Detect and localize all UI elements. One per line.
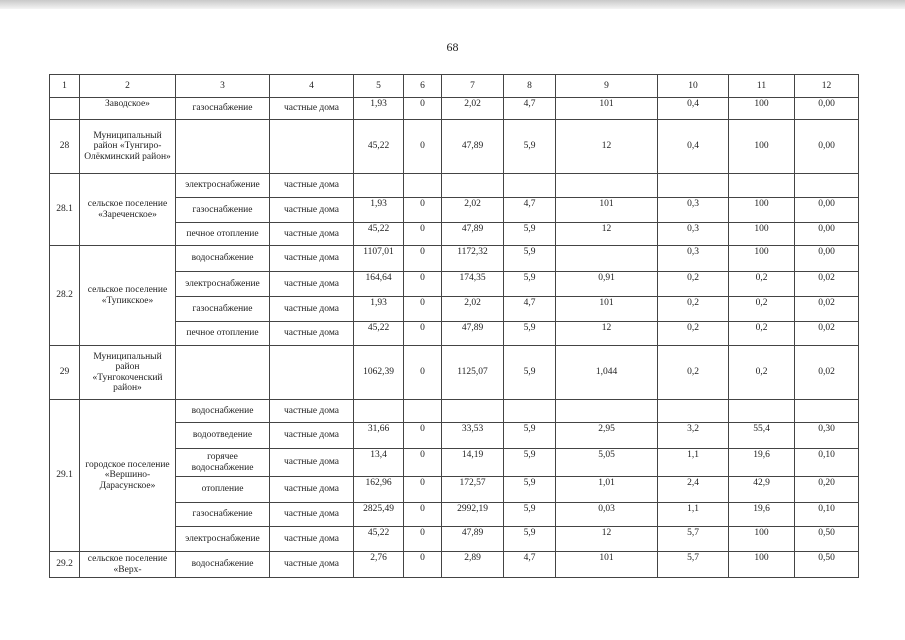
value-cell: 1107,01 (354, 246, 404, 272)
value-cell: 0,2 (729, 272, 795, 297)
table-row (50, 246, 859, 272)
consumer-cell (270, 120, 354, 174)
service-cell: электроснабжение (176, 527, 270, 552)
value-cell: 0 (404, 246, 442, 272)
value-cell: 0,3 (658, 198, 729, 223)
service-cell: печное отопление (176, 223, 270, 246)
territory-cell: городское поселение «Вершино-Дарасунское» (80, 400, 176, 552)
value-cell: 5,9 (504, 477, 556, 503)
value-cell: 4,7 (504, 297, 556, 322)
table-row (50, 346, 859, 400)
value-cell: 100 (729, 527, 795, 552)
value-cell (795, 174, 859, 198)
service-cell: водоснабжение (176, 552, 270, 578)
value-cell: 0 (404, 198, 442, 223)
value-cell: 4,7 (504, 198, 556, 223)
value-cell: 0 (404, 477, 442, 503)
value-cell: 5,05 (556, 449, 658, 477)
value-cell (556, 246, 658, 272)
value-cell: 47,89 (442, 223, 504, 246)
value-cell: 0,2 (658, 346, 729, 400)
value-cell: 0,00 (795, 223, 859, 246)
value-cell: 100 (729, 98, 795, 120)
value-cell: 0,2 (658, 322, 729, 346)
value-cell: 0 (404, 272, 442, 297)
header-cell: 10 (658, 75, 729, 98)
row-number-cell (50, 98, 80, 120)
value-cell (354, 400, 404, 423)
value-cell: 2992,19 (442, 503, 504, 527)
value-cell: 0 (404, 346, 442, 400)
table-row (50, 120, 859, 174)
value-cell: 0 (404, 527, 442, 552)
value-cell: 5,9 (504, 503, 556, 527)
value-cell: 0 (404, 297, 442, 322)
value-cell: 174,35 (442, 272, 504, 297)
consumer-cell: частные дома (270, 174, 354, 198)
value-cell: 0,10 (795, 449, 859, 477)
value-cell: 4,7 (504, 98, 556, 120)
row-number-cell: 28.2 (50, 246, 80, 346)
value-cell: 0 (404, 423, 442, 449)
value-cell (556, 400, 658, 423)
value-cell: 0,30 (795, 423, 859, 449)
value-cell (795, 400, 859, 423)
value-cell: 5,7 (658, 552, 729, 578)
value-cell: 164,64 (354, 272, 404, 297)
service-cell: газоснабжение (176, 98, 270, 120)
header-cell: 12 (795, 75, 859, 98)
value-cell: 100 (729, 223, 795, 246)
row-number-cell: 29.1 (50, 400, 80, 552)
value-cell: 0,00 (795, 98, 859, 120)
consumer-cell: частные дома (270, 246, 354, 272)
service-cell (176, 120, 270, 174)
value-cell: 45,22 (354, 322, 404, 346)
service-cell: горячее водоснабжение (176, 449, 270, 477)
value-cell: 2,95 (556, 423, 658, 449)
consumer-cell: частные дома (270, 198, 354, 223)
value-cell: 101 (556, 98, 658, 120)
value-cell: 0,50 (795, 552, 859, 578)
value-cell: 5,9 (504, 322, 556, 346)
service-cell: электроснабжение (176, 174, 270, 198)
value-cell: 5,7 (658, 527, 729, 552)
territory-cell: Муниципальный район «Тунгиро-Олёкминский район» (80, 120, 176, 174)
page-number: 68 (446, 40, 459, 54)
consumer-cell (270, 346, 354, 400)
consumer-cell: частные дома (270, 477, 354, 503)
value-cell (504, 174, 556, 198)
value-cell: 12 (556, 527, 658, 552)
value-cell: 2,02 (442, 297, 504, 322)
value-cell: 47,89 (442, 120, 504, 174)
value-cell: 0 (404, 552, 442, 578)
value-cell: 0,02 (795, 322, 859, 346)
row-number-cell: 28.1 (50, 174, 80, 246)
value-cell (354, 174, 404, 198)
value-cell: 1,1 (658, 449, 729, 477)
value-cell: 5,9 (504, 527, 556, 552)
header-cell: 3 (176, 75, 270, 98)
value-cell: 1062,39 (354, 346, 404, 400)
territory-cell: сельское поселение «Верх- (80, 552, 176, 578)
service-cell: газоснабжение (176, 297, 270, 322)
territory-cell: Муниципальный район «Тунгокоченский район» (80, 346, 176, 400)
value-cell: 172,57 (442, 477, 504, 503)
value-cell: 1125,07 (442, 346, 504, 400)
service-cell: электроснабжение (176, 272, 270, 297)
value-cell: 0,03 (556, 503, 658, 527)
value-cell: 19,6 (729, 503, 795, 527)
value-cell: 0,91 (556, 272, 658, 297)
value-cell: 0,2 (729, 297, 795, 322)
tariff-table (49, 74, 859, 578)
header-cell: 9 (556, 75, 658, 98)
value-cell (556, 174, 658, 198)
table-row (50, 400, 859, 423)
value-cell: 0,4 (658, 98, 729, 120)
value-cell: 2825,49 (354, 503, 404, 527)
value-cell: 45,22 (354, 120, 404, 174)
value-cell: 1,044 (556, 346, 658, 400)
value-cell (504, 400, 556, 423)
value-cell: 100 (729, 198, 795, 223)
value-cell: 0,02 (795, 272, 859, 297)
consumer-cell: частные дома (270, 449, 354, 477)
value-cell: 100 (729, 246, 795, 272)
consumer-cell: частные дома (270, 552, 354, 578)
value-cell: 0,4 (658, 120, 729, 174)
value-cell: 5,9 (504, 346, 556, 400)
value-cell: 0 (404, 98, 442, 120)
service-cell: газоснабжение (176, 198, 270, 223)
value-cell: 5,9 (504, 272, 556, 297)
row-number-cell: 29.2 (50, 552, 80, 578)
header-cell: 8 (504, 75, 556, 98)
consumer-cell: частные дома (270, 272, 354, 297)
value-cell (404, 400, 442, 423)
value-cell (729, 400, 795, 423)
header-row (50, 75, 859, 98)
value-cell: 3,2 (658, 423, 729, 449)
value-cell: 0,02 (795, 346, 859, 400)
value-cell: 101 (556, 552, 658, 578)
value-cell: 0,3 (658, 246, 729, 272)
value-cell: 0 (404, 503, 442, 527)
service-cell: водоснабжение (176, 246, 270, 272)
value-cell: 0 (404, 322, 442, 346)
value-cell: 162,96 (354, 477, 404, 503)
consumer-cell: частные дома (270, 322, 354, 346)
value-cell: 1,93 (354, 198, 404, 223)
value-cell: 0,00 (795, 246, 859, 272)
scan-top-edge (0, 0, 905, 9)
value-cell: 0,20 (795, 477, 859, 503)
header-cell: 6 (404, 75, 442, 98)
value-cell: 33,53 (442, 423, 504, 449)
value-cell: 2,89 (442, 552, 504, 578)
value-cell: 2,02 (442, 98, 504, 120)
header-cell: 5 (354, 75, 404, 98)
service-cell: печное отопление (176, 322, 270, 346)
table-row (50, 552, 859, 578)
value-cell (404, 174, 442, 198)
value-cell: 5,9 (504, 120, 556, 174)
value-cell (442, 174, 504, 198)
value-cell: 0,2 (658, 272, 729, 297)
value-cell: 1172,32 (442, 246, 504, 272)
value-cell: 0,50 (795, 527, 859, 552)
value-cell: 1,93 (354, 297, 404, 322)
value-cell: 101 (556, 297, 658, 322)
value-cell: 47,89 (442, 322, 504, 346)
consumer-cell: частные дома (270, 423, 354, 449)
service-cell: газоснабжение (176, 503, 270, 527)
value-cell: 4,7 (504, 552, 556, 578)
territory-cell: сельское поселение «Зареченское» (80, 174, 176, 246)
table-row (50, 174, 859, 198)
value-cell: 0,2 (729, 322, 795, 346)
value-cell: 0 (404, 449, 442, 477)
value-cell: 101 (556, 198, 658, 223)
value-cell: 5,9 (504, 246, 556, 272)
value-cell: 47,89 (442, 527, 504, 552)
value-cell: 42,9 (729, 477, 795, 503)
service-cell (176, 346, 270, 400)
consumer-cell: частные дома (270, 400, 354, 423)
value-cell (658, 400, 729, 423)
value-cell: 0 (404, 120, 442, 174)
header-cell: 2 (80, 75, 176, 98)
header-cell: 11 (729, 75, 795, 98)
value-cell: 5,9 (504, 423, 556, 449)
consumer-cell: частные дома (270, 223, 354, 246)
value-cell: 0,10 (795, 503, 859, 527)
value-cell (442, 400, 504, 423)
value-cell: 0,00 (795, 198, 859, 223)
consumer-cell: частные дома (270, 527, 354, 552)
value-cell: 1,01 (556, 477, 658, 503)
consumer-cell: частные дома (270, 98, 354, 120)
consumer-cell: частные дома (270, 297, 354, 322)
value-cell: 0,2 (658, 297, 729, 322)
territory-cell: сельское поселение «Тупикское» (80, 246, 176, 346)
value-cell: 12 (556, 223, 658, 246)
value-cell: 5,9 (504, 449, 556, 477)
value-cell: 45,22 (354, 223, 404, 246)
service-cell: отопление (176, 477, 270, 503)
value-cell: 45,22 (354, 527, 404, 552)
value-cell: 0 (404, 223, 442, 246)
value-cell: 2,02 (442, 198, 504, 223)
value-cell (658, 174, 729, 198)
value-cell: 1,1 (658, 503, 729, 527)
consumer-cell: частные дома (270, 503, 354, 527)
header-cell: 7 (442, 75, 504, 98)
value-cell (729, 174, 795, 198)
value-cell: 2,76 (354, 552, 404, 578)
service-cell: водоснабжение (176, 400, 270, 423)
service-cell: водоотведение (176, 423, 270, 449)
value-cell: 55,4 (729, 423, 795, 449)
value-cell: 2,4 (658, 477, 729, 503)
value-cell: 12 (556, 322, 658, 346)
value-cell: 13,4 (354, 449, 404, 477)
value-cell: 0,00 (795, 120, 859, 174)
table-row (50, 98, 859, 120)
territory-cell: Заводское» (80, 98, 176, 120)
value-cell: 5,9 (504, 223, 556, 246)
row-number-cell: 29 (50, 346, 80, 400)
header-cell: 1 (50, 75, 80, 98)
value-cell: 0,3 (658, 223, 729, 246)
value-cell: 0,2 (729, 346, 795, 400)
value-cell: 100 (729, 120, 795, 174)
value-cell: 14,19 (442, 449, 504, 477)
value-cell: 12 (556, 120, 658, 174)
value-cell: 31,66 (354, 423, 404, 449)
value-cell: 100 (729, 552, 795, 578)
header-cell: 4 (270, 75, 354, 98)
row-number-cell: 28 (50, 120, 80, 174)
value-cell: 19,6 (729, 449, 795, 477)
value-cell: 1,93 (354, 98, 404, 120)
value-cell: 0,02 (795, 297, 859, 322)
